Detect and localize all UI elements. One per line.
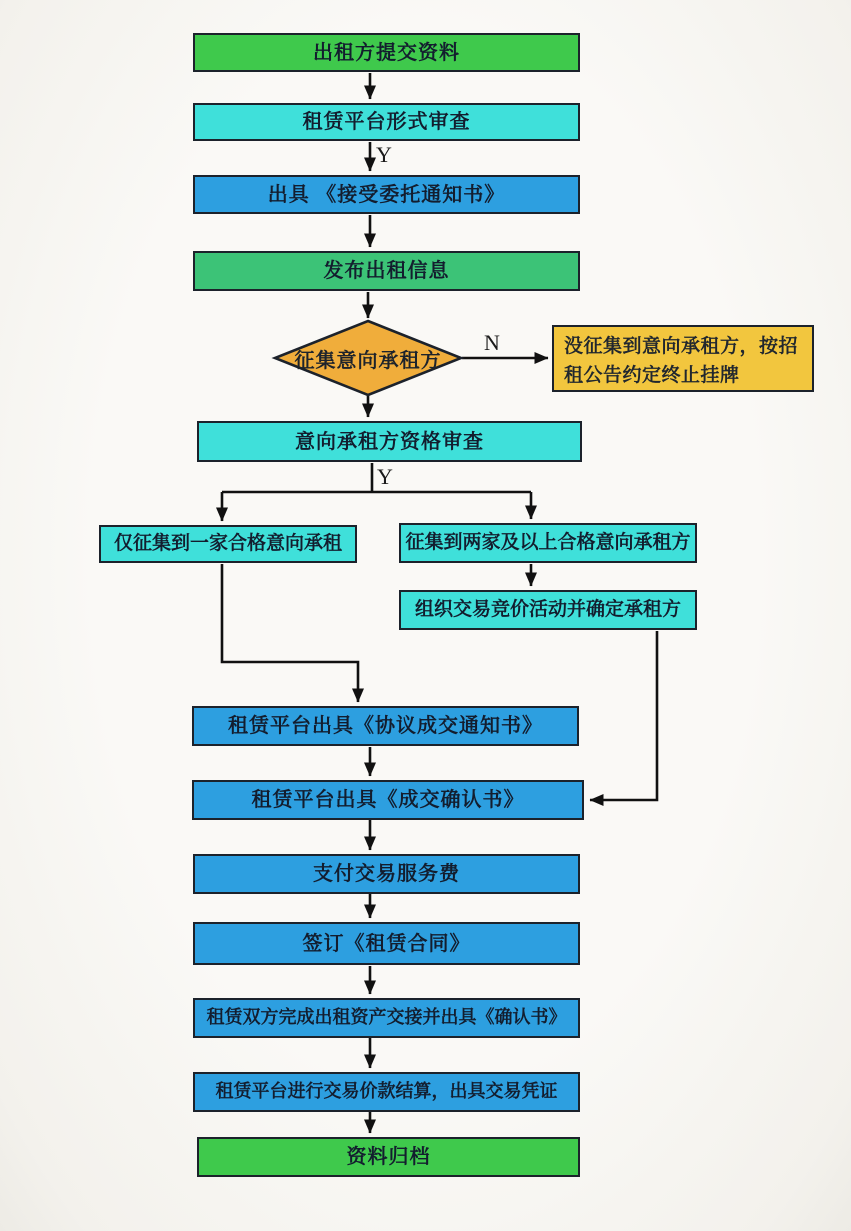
node-qualification-review: 意向承租方资格审查 [197, 421, 582, 462]
node-no-lessee-terminate: 没征集到意向承租方，按招租公告约定终止挂牌 [552, 325, 814, 392]
node-two-plus-qualified-lessees: 征集到两家及以上合格意向承租方 [399, 523, 697, 563]
node-sign-lease-contract: 签订《租赁合同》 [193, 922, 580, 965]
node-submit-materials: 出租方提交资料 [193, 33, 580, 72]
node-one-qualified-lessee: 仅征集到一家合格意向承租 [99, 525, 357, 563]
node-publish-rental-info: 发布出租信息 [193, 251, 580, 291]
decision-solicit-lessees: 征集意向承租方 [294, 349, 442, 372]
edge-label-no: N [484, 330, 500, 355]
edge-label-yes-1: Y [376, 142, 392, 167]
node-organize-bidding: 组织交易竞价活动并确定承租方 [399, 590, 697, 630]
node-payment-settlement: 租赁平台进行交易价款结算，出具交易凭证 [193, 1072, 580, 1112]
node-formal-review: 租赁平台形式审查 [193, 103, 580, 141]
node-archive-materials: 资料归档 [197, 1137, 580, 1177]
node-issue-agreement-notice: 租赁平台出具《协议成交通知书》 [192, 706, 579, 746]
edge-label-yes-2: Y [377, 464, 393, 489]
node-asset-handover: 租赁双方完成出租资产交接并出具《确认书》 [193, 998, 580, 1038]
node-issue-entrust-notice: 出具 《接受委托通知书》 [193, 175, 580, 214]
node-pay-service-fee: 支付交易服务费 [193, 854, 580, 894]
node-issue-deal-confirmation: 租赁平台出具《成交确认书》 [192, 780, 584, 820]
